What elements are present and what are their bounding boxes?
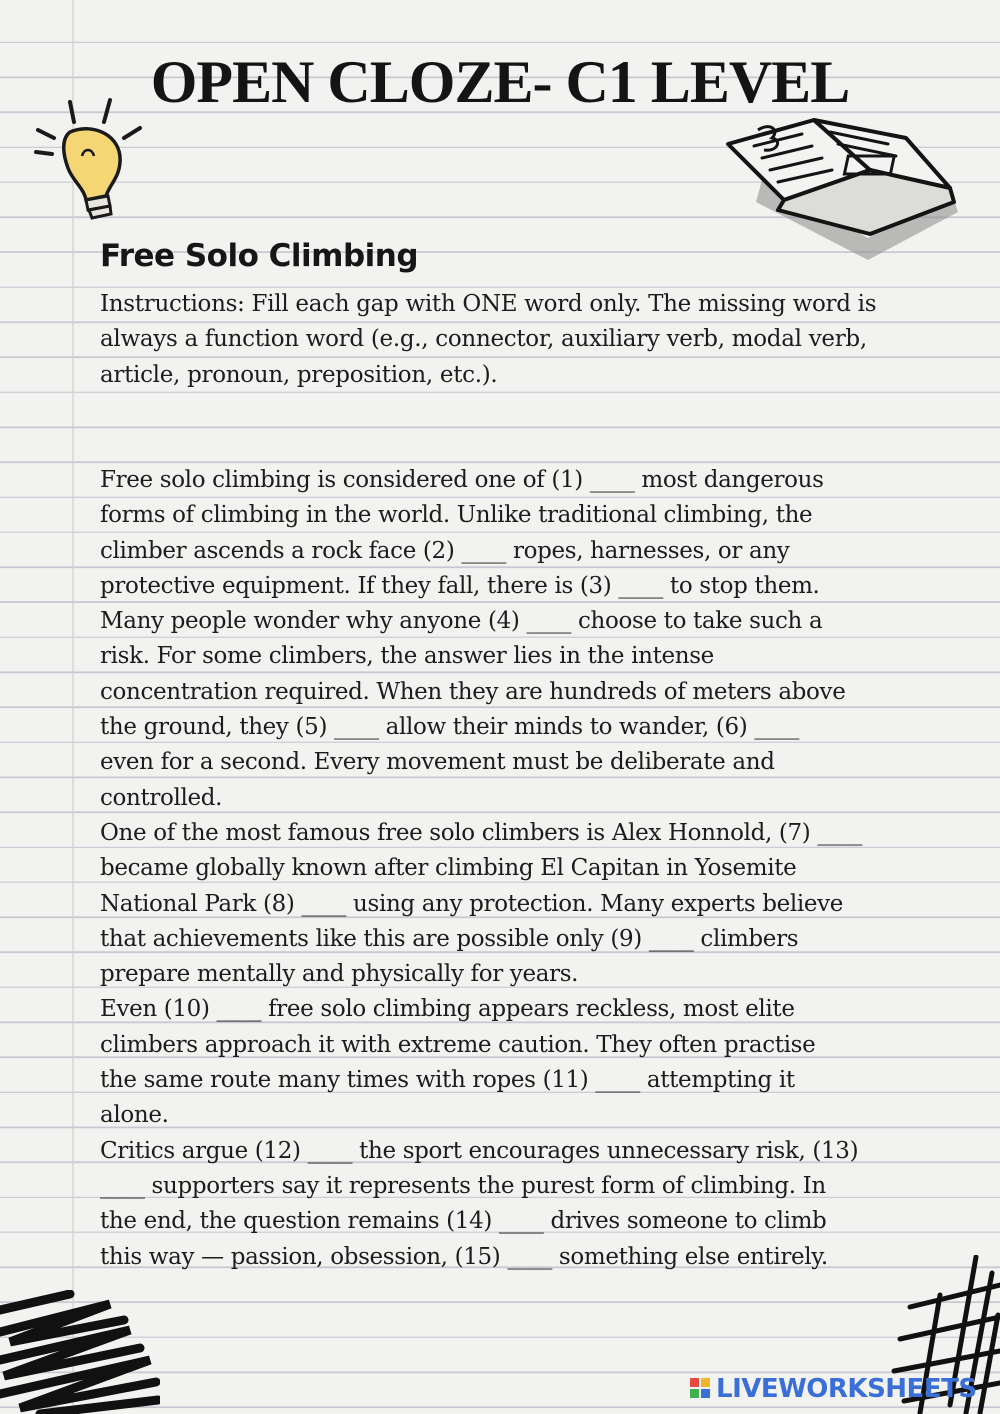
passage-line: risk. For some climbers, the answer lies in the intense: [100, 643, 714, 670]
passage-line: protective equipment. If they fall, there is (3) ____ to stop them.: [100, 572, 820, 599]
passage-line: concentration required. When they are hundreds of meters above: [100, 678, 846, 705]
passage-line: became globally known after climbing El Capitan in Yosemite: [100, 855, 797, 882]
passage-line: controlled.: [100, 784, 223, 811]
passage-line: One of the most famous free solo climbers is Alex Honnold, (7) ____: [100, 819, 862, 846]
cloze-passage: [100, 463, 945, 1275]
passage-line: prepare mentally and physically for years.: [100, 961, 579, 988]
passage-line: National Park (8) ____ using any protection. Many experts believe: [100, 890, 844, 917]
brand-name: LIVEWORKSHEETS: [716, 1374, 977, 1404]
passage-line: climbers approach it with extreme caution. They often practise: [100, 1031, 816, 1058]
passage-line: Many people wonder why anyone (4) ____ choose to take such a: [100, 608, 823, 635]
passage-line: climber ascends a rock face (2) ____ ropes, harnesses, or any: [100, 537, 790, 564]
passage-line: Even (10) ____ free solo climbing appears reckless, most elite: [100, 996, 795, 1023]
passage-line: the same route many times with ropes (11) ____ attempting it: [100, 1067, 795, 1094]
passage-line: the ground, they (5) ____ allow their minds to wander, (6) ____: [100, 714, 799, 741]
passage-line: alone.: [100, 1102, 169, 1129]
passage-line: the end, the question remains (14) ____ drives someone to climb: [100, 1208, 827, 1235]
instructions-text: Instructions: Fill each gap with ONE word only. The missing word is always a function word (e.g., connector, auxiliary verb, modal verb, article, pronoun, preposition, etc.).: [100, 291, 877, 388]
passage-line: that achievements like this are possible only (9) ____ climbers: [100, 925, 799, 952]
lightbulb-icon: [22, 92, 152, 227]
passage-line: even for a second. Every movement must be deliberate and: [100, 749, 775, 776]
liveworksheets-logo-icon: [690, 1376, 712, 1402]
liveworksheets-brand: [690, 1372, 977, 1406]
passage-line: this way — passion, obsession, (15) ____ something else entirely.: [100, 1243, 828, 1270]
worksheet-subtitle: Free Solo Climbing: [100, 238, 419, 274]
passage-line: ____ supporters say it represents the purest form of climbing. In: [100, 1172, 826, 1199]
scribble-decoration-left: [0, 1290, 160, 1414]
passage-line: forms of climbing in the world. Unlike traditional climbing, the: [100, 502, 813, 529]
passage-line: Free solo climbing is considered one of (1) ____ most dangerous: [100, 467, 824, 493]
open-book-icon: [718, 110, 968, 270]
passage-line: Critics argue (12) ____ the sport encourages unnecessary risk, (13): [100, 1137, 859, 1164]
page-title: OPEN CLOZE- C1 LEVEL: [150, 49, 850, 115]
